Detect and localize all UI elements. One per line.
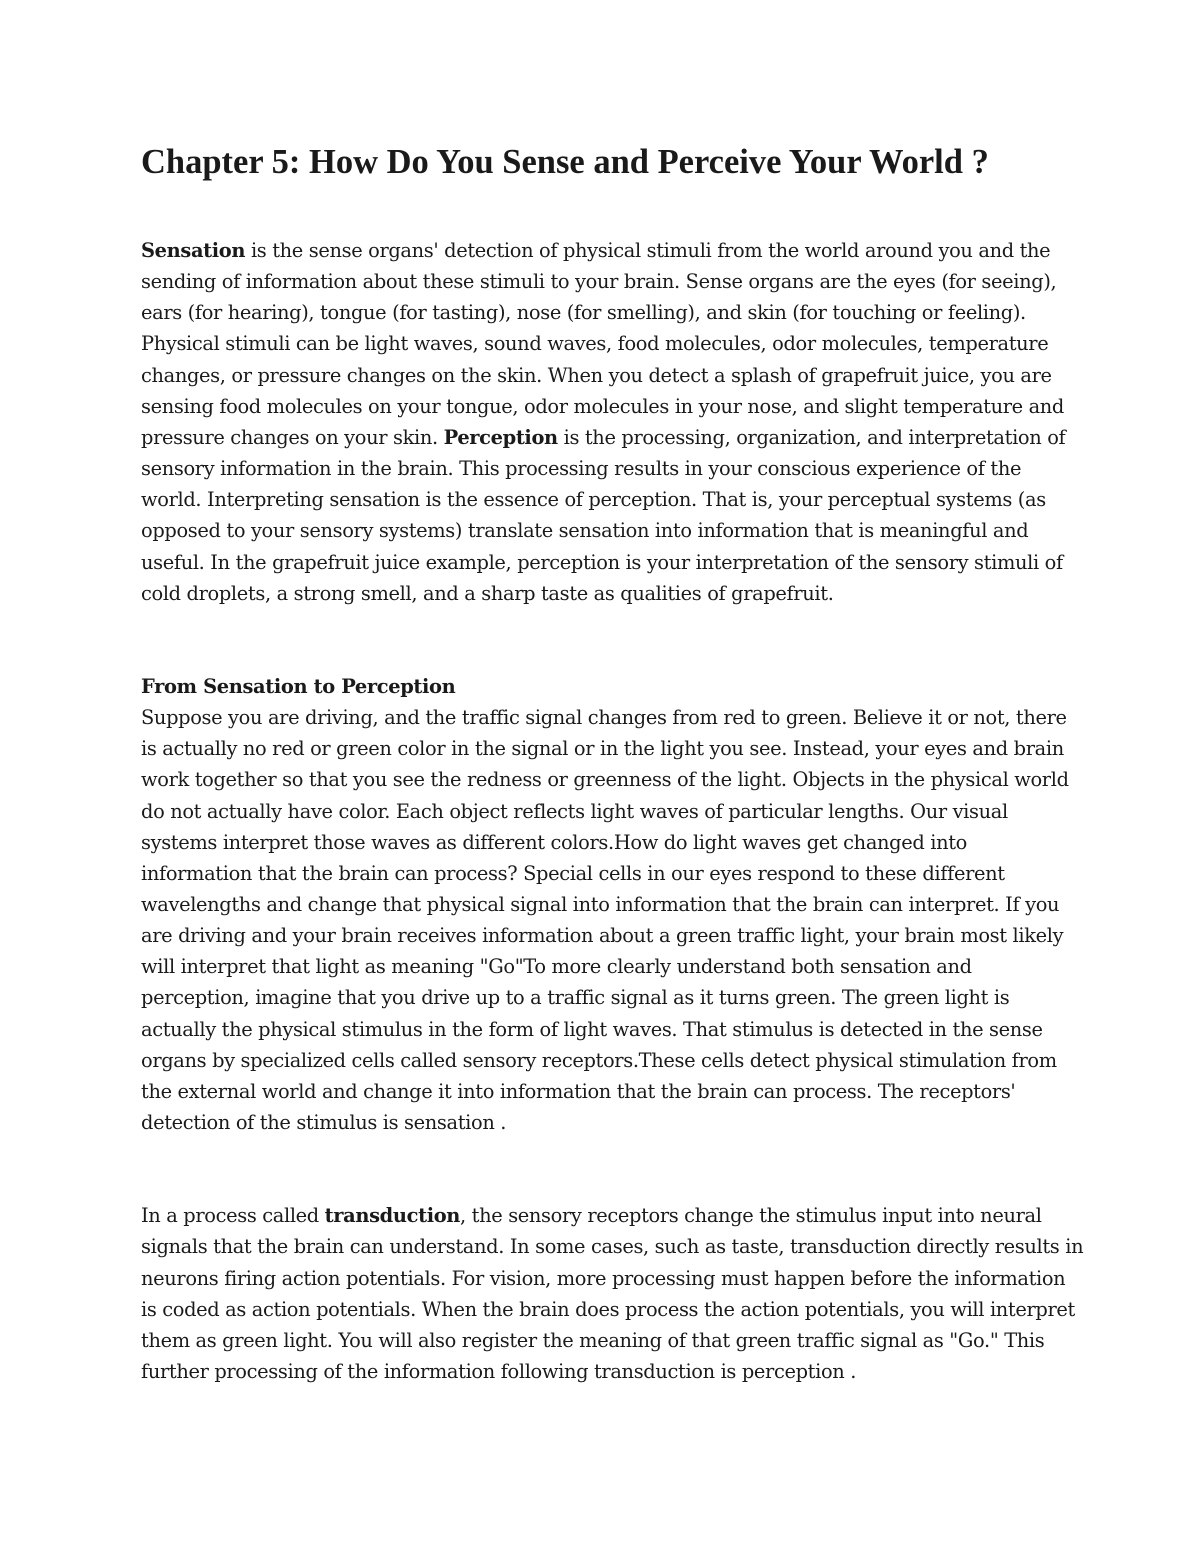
paragraph-line: is coded as action potentials. When the brain does process the action potentials, you will interpret bbox=[141, 1297, 1075, 1321]
paragraph-line: ears (for hearing), tongue (for tasting), nose (for smelling), and skin (for touching or feeling). bbox=[141, 301, 1026, 325]
term-sensation: Sensation bbox=[141, 239, 246, 262]
paragraph-line: will interpret that light as meaning "Go"To more clearly understand both sensation and bbox=[141, 955, 972, 979]
paragraph-line: signals that the brain can understand. In some cases, such as taste, transduction directly results in bbox=[141, 1235, 1084, 1259]
paragraph-line bbox=[141, 422, 1066, 453]
paragraph-line: detection of the stimulus is sensation . bbox=[141, 1111, 507, 1135]
paragraph-line: Suppose you are driving, and the traffic signal changes from red to green. Believe it or not, there bbox=[141, 706, 1067, 730]
term-transduction: transduction bbox=[324, 1204, 461, 1228]
paragraph-line: sending of information about these stimuli to your brain. Sense organs are the eyes (for seeing), bbox=[141, 270, 1057, 294]
text-run: is the processing, organization, and interpretation of bbox=[557, 425, 1066, 449]
paragraph-line: changes, or pressure changes on the skin. When you detect a splash of grapefruit juice, you are bbox=[141, 363, 1052, 387]
paragraph-line: do not actually have color. Each object reflects light waves of particular lengths. Our visual bbox=[141, 799, 1008, 823]
paragraph-line: sensory information in the brain. This processing results in your conscious experience of the bbox=[141, 457, 1022, 481]
section-heading: From Sensation to Perception bbox=[141, 674, 456, 698]
paragraph-line: world. Interpreting sensation is the essence of perception. That is, your perceptual systems (as bbox=[141, 488, 1046, 512]
term-perception: Perception bbox=[443, 425, 558, 449]
paragraph-line: actually the physical stimulus in the form of light waves. That stimulus is detected in the sense bbox=[141, 1017, 1043, 1041]
text-run: In a process called bbox=[141, 1204, 325, 1228]
text-run: , the sensory receptors change the stimulus input into neural bbox=[460, 1204, 1042, 1228]
paragraph-line: information that the brain can process? Special cells in our eyes respond to these different bbox=[141, 861, 1005, 885]
paragraph-line: work together so that you see the redness or greenness of the light. Objects in the physical world bbox=[141, 768, 1069, 792]
paragraph-line: the external world and change it into information that the brain can process. The receptors' bbox=[141, 1079, 1016, 1103]
paragraph-line: cold droplets, a strong smell, and a sharp taste as qualities of grapefruit. bbox=[141, 581, 834, 605]
paragraph-sensation bbox=[141, 235, 1066, 609]
paragraph-line: wavelengths and change that physical signal into information that the brain can interpret. If you bbox=[141, 892, 1060, 916]
paragraph-line: neurons firing action potentials. For vision, more processing must happen before the information bbox=[141, 1266, 1066, 1290]
paragraph-line: Physical stimuli can be light waves, sound waves, food molecules, odor molecules, temperature bbox=[141, 332, 1049, 356]
paragraph-line: organs by specialized cells called sensory receptors.These cells detect physical stimulation from bbox=[141, 1048, 1057, 1072]
paragraph-sensation-to-perception bbox=[141, 702, 1069, 1138]
paragraph-line bbox=[141, 235, 1066, 266]
text-run: is the sense organs' detection of physical stimuli from the world around you and the bbox=[245, 239, 1051, 262]
paragraph-line: opposed to your sensory systems) translate sensation into information that is meaningful and bbox=[141, 519, 1029, 543]
paragraph-transduction bbox=[141, 1200, 1084, 1387]
chapter-title: Chapter 5: How Do You Sense and Perceive Your World ? bbox=[141, 143, 989, 181]
paragraph-line: them as green light. You will also register the meaning of that green traffic signal as "Go." This bbox=[141, 1328, 1045, 1352]
paragraph-line bbox=[141, 1200, 1066, 1231]
paragraph-line: further processing of the information following transduction is perception . bbox=[141, 1360, 857, 1383]
paragraph-line: systems interpret those waves as different colors.How do light waves get changed into bbox=[141, 830, 967, 854]
paragraph-line: is actually no red or green color in the signal or in the light you see. Instead, your eyes and brain bbox=[141, 737, 1064, 761]
paragraph-line: sensing food molecules on your tongue, odor molecules in your nose, and slight temperature and bbox=[141, 394, 1064, 418]
paragraph-line: perception, imagine that you drive up to a traffic signal as it turns green. The green light is bbox=[141, 986, 1010, 1010]
text-run: pressure changes on your skin. bbox=[141, 425, 444, 449]
paragraph-line: useful. In the grapefruit juice example, perception is your interpretation of the sensory stimuli of bbox=[141, 550, 1063, 574]
document-body bbox=[141, 138, 1084, 1387]
paragraph-line: are driving and your brain receives information about a green traffic light, your brain most likely bbox=[141, 924, 1064, 948]
